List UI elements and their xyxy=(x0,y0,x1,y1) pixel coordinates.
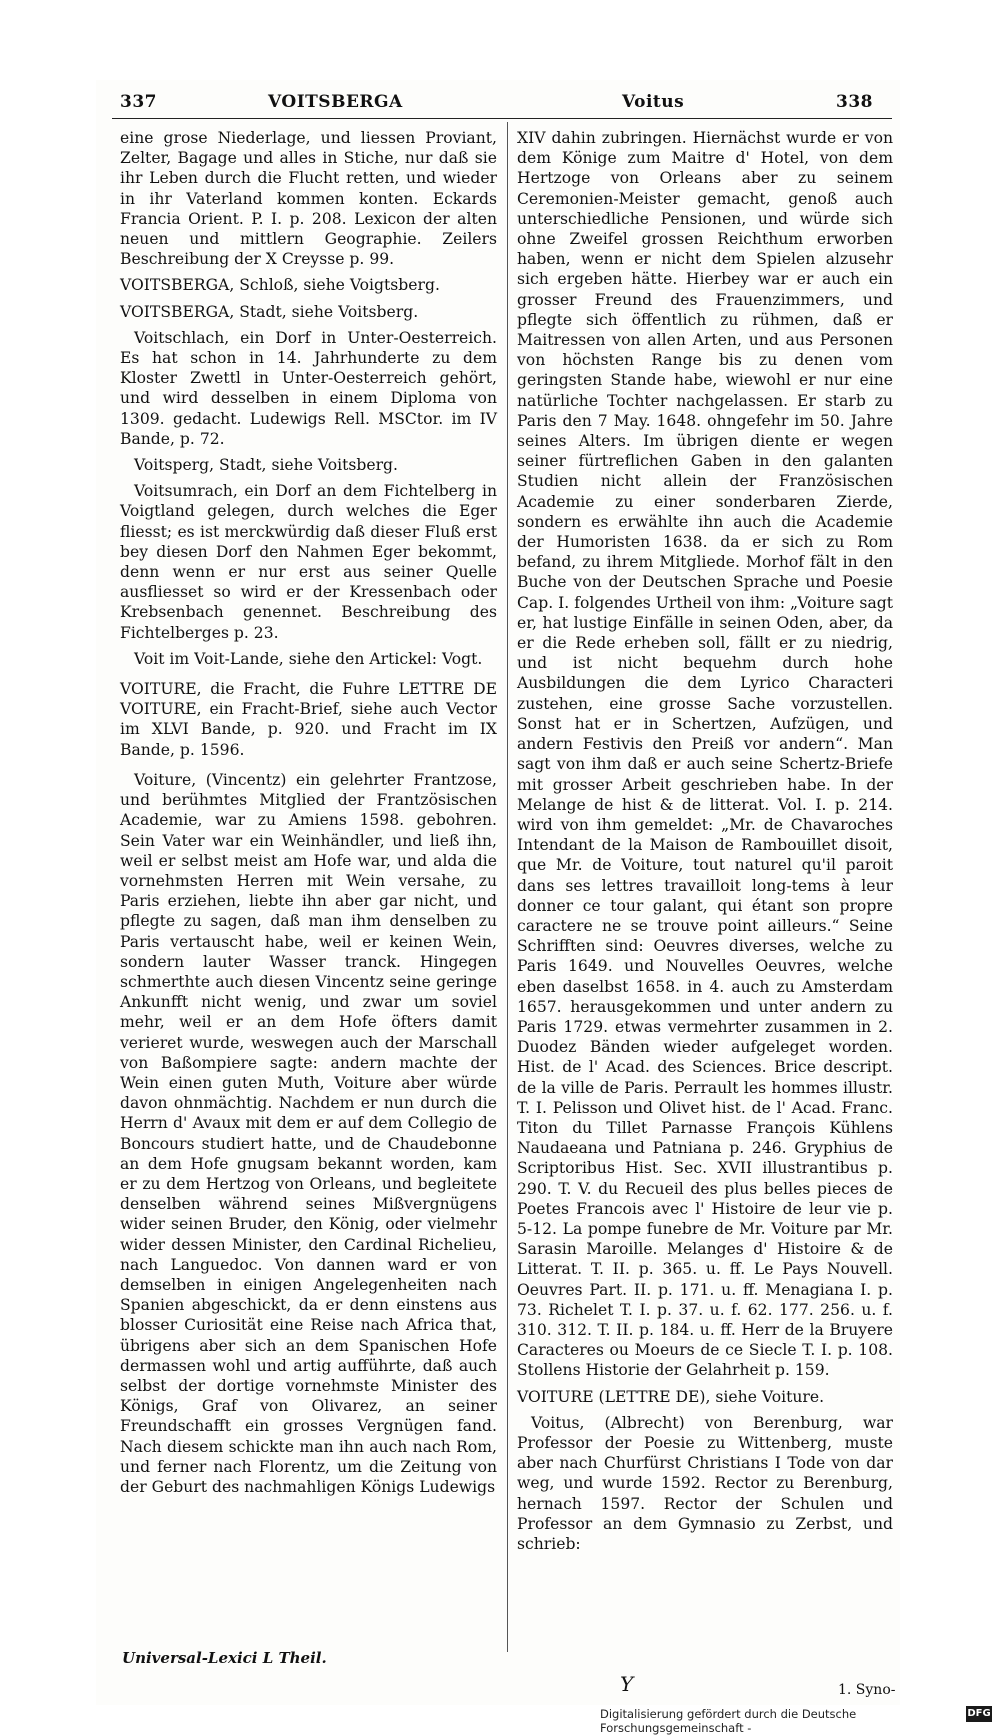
entry-paragraph: eine grose Niederlage, und liessen Proviant, Zelter, Bagage und alles in Stiche, nur daß sie ihr Leben durch die Flucht retten, und wieder in ihr Vaterland kommen konten. Eckards Francia Orient. P. I. p. 208. Lexicon der alten neuen und mittlern Geographie. Zeilers Beschreibung der X Creysse p. 99. xyxy=(120,129,497,269)
entry-paragraph: Voit im Voit-Lande, siehe den Artickel: Vogt. xyxy=(134,649,483,668)
entry-paragraph: Voitsperg, Stadt, siehe Voitsberg. xyxy=(134,456,398,475)
dfg-logo: DFG xyxy=(966,1706,992,1722)
right-column xyxy=(517,128,893,1554)
catchword: 1. Syno- xyxy=(838,1682,896,1698)
entry-paragraph: Voiture, (Vincentz) ein gelehrter Frantzose, und berühmtes Mitglied der Frantzösischen Academie, war zu Amiens 1598. gebohren. Sein Vater war ein Weinhändler, und ließ ihn, weil er selbst meist am Hofe war, und alda die vornehmsten Herren mit Wein versahe, zu Paris erziehen, liebte ihn aber gar nicht, und pflegte zu sagen, daß man ihm denselben zu Paris vertauscht habe, weil er keinen Wein, sondern lauter Wasser tranck. Hingegen schmerthte auch diesen Vincentz seine geringe Ankunfft nicht wenig, und zwar um soviel mehr, weil er an dem Hofe öfters damit verieret wurde, weswegen auch der Marschall von Baßompiere sagte: andern machte der Wein einen guten Muth, Voiture aber würde davon ohnmächtig. Nachdem er nun durch die Herrn d' Avaux mit dem er auf dem Collegio de Boncours studiert hatte, und de Chaudebonne an dem Hofe gnugsam bekannt worden, kam er zu dem Hertzog von Orleans, und begleitete denselben während seines Mißvergnügens wider seinen Bruder, den König, oder vielmehr wider dessen Minister, den Cardinal Richelieu, nach Languedoc. Von dannen ward er von demselben in einigen Angelegenheiten nach Spanien abgeschickt, da er denn einstens aus blosser Curiosität eine Reise nach Africa that, übrigens aber sich an dem Spanischen Hofe dermassen wohl und artig aufführte, daß auch selbst der dortige vornehmste Minister des Königs, Graf von Olivarez, an seiner Freundschafft ein grosses Vergnügen fand. Nach diesem schickte man ihn auch nach Rom, und ferner nach Florentz, um die Zeitung von der Geburt des nachmahligen Königs Ludewigs xyxy=(120,770,497,1496)
entry-paragraph: Voitus, (Albrecht) von Berenburg, war Professor der Poesie zu Wittenberg, muste aber nach Churfürst Christians I Tode von dar weg, und wurde 1592. Rector zu Berenburg, hernach 1597. Rector der Schulen und Professor an dem Gymnasio zu Zerbst, und schrieb: xyxy=(517,1413,893,1554)
entry-paragraph: Voitsumrach, ein Dorf an dem Fichtelberg in Voigtland gelegen, durch welches die Eger fliesst; es ist merckwürdig daß dieser Fluß erst bey diesen Dorf den Nahmen Eger bekommt, denn wenn er nur erst aus seiner Quelle ausfliesset so wird er der Kressenbach oder Krebsenbach genennet. Beschreibung des Fichtelberges p. 23. xyxy=(120,482,497,642)
left-page-number: 337 xyxy=(120,92,157,112)
right-page-number: 338 xyxy=(836,92,873,112)
left-running-head: VOITSBERGA xyxy=(268,92,403,112)
entry-paragraph: VOITURE, die Fracht, die Fuhre LETTRE DE VOITURE, ein Fracht-Brief, siehe auch Vector im XLVI Bande, p. 920. und Fracht im IX Bande, p. 1596. xyxy=(120,680,497,759)
signature-mark: Y xyxy=(620,1672,634,1696)
left-column xyxy=(120,128,497,1497)
entry-paragraph: VOITURE (LETTRE DE), siehe Voiture. xyxy=(517,1387,825,1406)
right-running-head: Voitus xyxy=(622,92,685,112)
entry-paragraph: VOITSBERGA, Schloß, siehe Voigtsberg. xyxy=(120,276,440,295)
header-rule xyxy=(112,118,892,119)
digitization-credit: Digitalisierung gefördert durch die Deutsche Forschungsgemeinschaft - xyxy=(600,1707,857,1735)
entry-paragraph: Voitschlach, ein Dorf in Unter-Oesterreich. Es hat schon in 14. Jahrhunderte zu dem Kloster Zwettl in Unter-Oesterreich gehört, und wird desselben in einem Diploma von 1309. gedacht. Ludewigs Rell. MSCtor. im IV Bande, p. 72. xyxy=(120,328,497,448)
column-divider xyxy=(507,122,508,1652)
entry-paragraph: VOITSBERGA, Stadt, siehe Voitsberg. xyxy=(120,302,419,321)
entry-paragraph: XIV dahin zubringen. Hiernächst wurde er von dem Könige zum Maitre d' Hotel, von dem Hertzoge von Orleans aber zu seinem Ceremonien-Meister gemacht, genoß auch unterschiedliche Pensionen, und würde sich ohne Zweifel grossen Reichthum erworben haben, wenn er nicht dem Spielen alzusehr sich ergeben hätte. Hierbey war er auch ein grosser Freund des Frauenzimmers, und pflegte sich öffentlich zu rühmen, daß er Maitressen von allen Arten, und aus Personen von höchsten Range bis zu denen vom geringsten Stande habe, wiewohl er nur eine natürliche Tochter nachgelassen. Er starb zu Paris den 7 May. 1648. ohngefehr im 50. Jahre seines Alters. Im übrigen diente er wegen seiner fürtreflichen Gaben in den galanten Studien nicht allein der Französischen Academie zu einer sonderbaren Zierde, sondern es erwählte ihn auch die Academie der Humoristen 1638. da er sich zu Rom befand, zu ihrem Mitgliede. Morhof fält in den Buche von der Deutschen Sprache und Poesie Cap. I. folgendes Urtheil von ihm: „Voiture sagt er, hat lustige Einfälle in seinen Oden, aber, da er die Rede erheben soll, fällt er zu niedrig, und ist nicht bequehm durch hohe Ausbildungen die dem Lyrico Characteri zustehen, eine grosse Sache vorzustellen. Sonst hat er in Schertzen, Aufzügen, und andern Festivis den Preiß vor andern“. Man sagt von ihm daß er auch seine Schertz-Briefe mit grosser Arbeit geschrieben habe. In der Melange de hist & de litterat. Vol. I. p. 214. wird von ihm gemeldet: „Mr. de Chavaroches Intendant de la Maison de Rambouillet disoit, que Mr. de Voiture, tout naturel qu'il paroit dans ses lettres travailloit long-tems à leur donner ce tour galant, qui étant son propre caractere ne se trouve point ailleurs.“ Seine Schrifften sind: Oeuvres diverses, welche zu Paris 1649. und Nouvelles Oeuvres, welche eben daselbst 1658. in 4. auch zu Amsterdam 1657. herausgekommen und unter andern zu Paris 1729. etwas vermehrter zusammen in 2. Duodez Bänden wieder aufgeleget worden. Hist. de l' Acad. des Sciences. Brice descript. de la ville de Paris. Perrault les hommes illustr. T. I. Pelisson und Olivet hist. de l' Acad. Franc. Titon du Tillet Parnasse François Kühlens Naudaeana und Patniana p. 246. Gryphius de Scriptoribus Hist. Sec. XVII illustrantibus p. 290. T. V. du Recueil des plus belles pieces de Poetes Francois avec l' Histoire de leur vie p. 5-12. La pompe funebre de Mr. Voiture par Mr. Sarasin Maroille. Melanges d' Histoire & de Litterat. T. II. p. 365. u. ff. Le Pays Nouvell. Oeuvres Part. II. p. 171. u. ff. Menagiana I. p. 73. Richelet T. I. p. 37. u. f. 62. 177. 256. u. f. 310. 312. T. II. p. 184. u. ff. Herr de la Bruyere Caracteres ou Moeurs de ce Siecle T. I. p. 108. Stollens Historie der Gelahrheit p. 159. xyxy=(517,129,893,1380)
signature-line: Universal-Lexici L Theil. xyxy=(122,1649,327,1667)
